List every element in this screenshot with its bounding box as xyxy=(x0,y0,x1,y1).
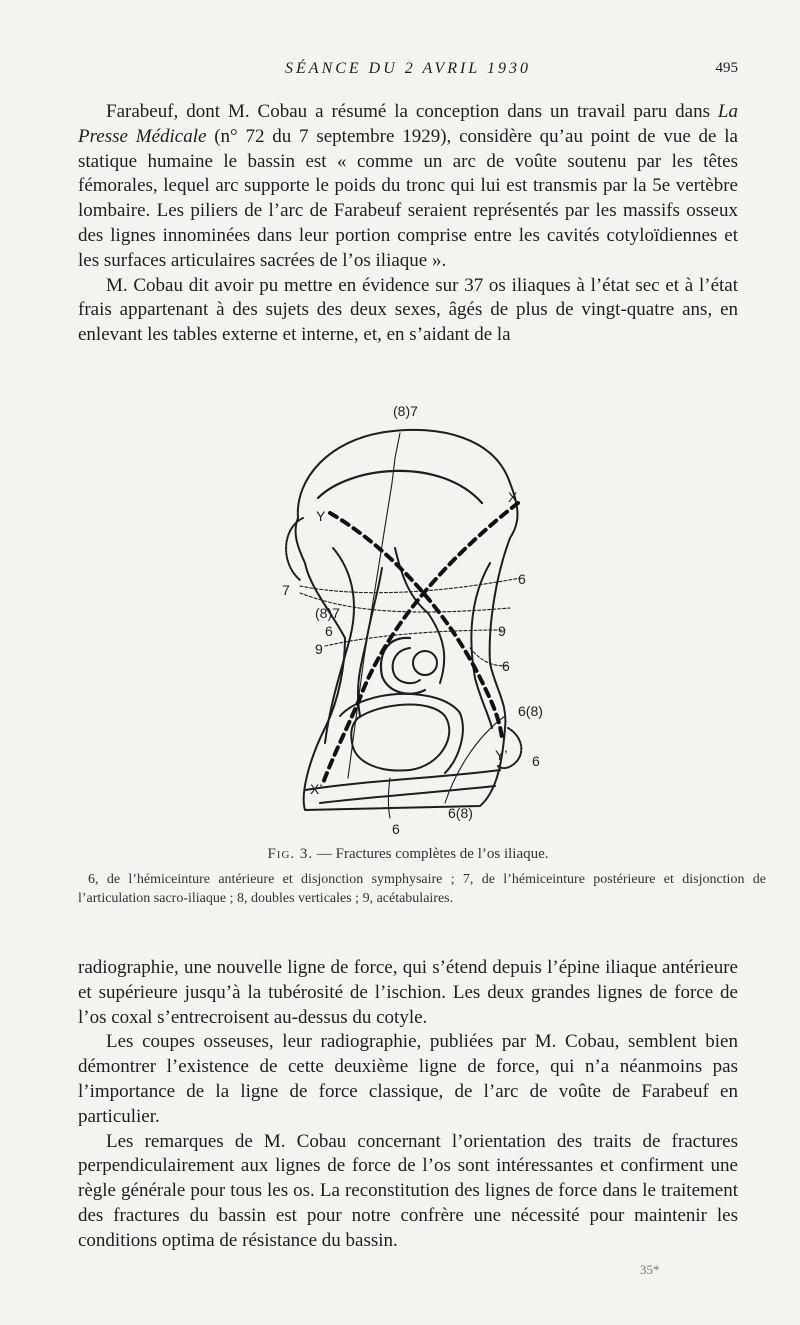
label-left-6: 6 xyxy=(325,623,333,639)
label-right-9: 9 xyxy=(498,623,506,639)
label-x-prime: X’ xyxy=(310,781,323,797)
page-header xyxy=(78,60,738,84)
obturator-foramen xyxy=(351,704,449,770)
paragraph-radiographie: radiographie, une nouvelle ligne de force, qui s’étend depuis l’épine iliaque antérieure et supérieure jusqu’à la tubérosité de l’ischion. Les deux grandes lignes de force de l’os coxal s’entrecroisent au-dessus du cotyle. xyxy=(78,957,738,1028)
label-left-7: 7 xyxy=(282,582,290,598)
body-text-top xyxy=(78,100,738,348)
paragraph-cobau: M. Cobau dit avoir pu mettre en évidence sur 37 os iliaques à l’état sec et à l’état frais appartenant à des sujets des deux sexes, âgés de plus de vingt-quatre ans, en enlevant les tables externe et interne, et, en s’aidant de la xyxy=(78,274,738,346)
figure-number: Fig. 3. xyxy=(267,846,314,862)
running-title: SÉANCE DU 2 AVRIL 1930 xyxy=(285,60,531,77)
figure-title: — Fractures complètes de l’os iliaque. xyxy=(313,846,549,862)
paragraph-text: Farabeuf, dont M. Cobau a résumé la conception dans un travail paru dans xyxy=(106,101,718,122)
inner-contour-left xyxy=(325,548,354,743)
journal-title: La Presse Médicale xyxy=(78,101,738,147)
label-right-6b: 6 xyxy=(502,658,510,674)
inner-sweep xyxy=(358,568,382,716)
label-x: X xyxy=(508,489,518,505)
label-left-9: 9 xyxy=(315,641,323,657)
paragraph-farabeuf xyxy=(78,100,738,274)
label-right-6c: 6 xyxy=(532,753,540,769)
fracture-line-6-right xyxy=(470,648,506,666)
label-top-8-7: (8)7 xyxy=(393,403,418,419)
fracture-line-6b xyxy=(389,778,391,818)
acetabulum-outer xyxy=(381,638,425,694)
printer-signature-mark: 35* xyxy=(640,1262,660,1277)
acetabulum-inner xyxy=(393,648,420,683)
label-bottom-6-8: 6(8) xyxy=(448,805,473,821)
ischial-line xyxy=(320,786,495,803)
auricular-edge xyxy=(286,518,303,580)
paragraph-text: (n° 72 du 7 septembre 1929), considère qu’au point de vue de la statique humaine le bassin est « comme un arc de voûte soutenu par les têtes fémorales, lequel arc supporte le poids du tronc qui lui est transmis par la 5e vertèbre lombaire. Les piliers de l’arc de Farabeuf seraient représentés par les massifs osseux des lignes innominées dans leur portion comprise entre les cavités cotyloïdiennes et les surfaces articulaires sacrées de l’os iliaque ». xyxy=(78,125,738,271)
figure-iliac-bone xyxy=(270,398,560,838)
pubic-ramus-line xyxy=(305,770,500,790)
paragraph-coupes: Les coupes osseuses, leur radiographie, publiées par M. Cobau, semblent bien démontrer l’existence de cette deuxième ligne de force, qui n’a néanmoins pas l’importance de la ligne de force classique, de l’arc de voûte de Farabeuf en particulier. xyxy=(78,1031,738,1127)
label-left-8-7: (8)7 xyxy=(315,605,340,621)
acetabulum-fossa xyxy=(413,651,437,675)
label-y: Y xyxy=(316,508,326,524)
crest-inner-arc xyxy=(318,471,482,503)
label-right-6a: 6 xyxy=(518,571,526,587)
label-y-prime: Y’ xyxy=(495,747,508,763)
iliac-bone-diagram xyxy=(270,398,560,838)
paragraph-remarques: Les remarques de M. Cobau concernant l’orientation des traits de fractures perpendiculairement aux lignes de force de l’os sont intéressantes et confirment une règle générale pour tous les os. La reconstitution des lignes de force dans le traitement des fractures du bassin est pour notre confrère une nécessité pour maintenir les conditions optima de résistance du bassin. xyxy=(78,1130,738,1251)
figure-caption xyxy=(78,846,738,863)
label-bottom-6: 6 xyxy=(392,821,400,837)
body-text-bottom xyxy=(78,956,738,1254)
figure-legend: 6, de l’hémiceinture antérieure et disjonction symphysaire ; 7, de l’hémiceinture postérieure et disjonction de l’articulation sacro-iliaque ; 8, doubles verticales ; 9, acétabulaires. xyxy=(78,872,766,906)
page-number: 495 xyxy=(715,60,738,76)
label-right-6-8: 6(8) xyxy=(518,703,543,719)
